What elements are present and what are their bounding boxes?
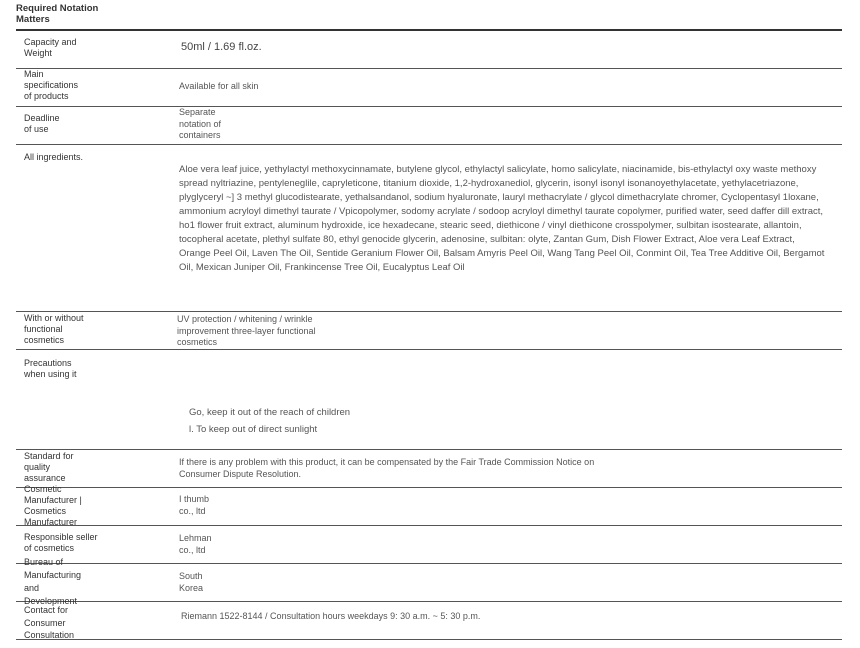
table-row-ingredients [16, 145, 842, 312]
table-row-deadline [16, 107, 842, 145]
row-label: Capacity and Weight [24, 37, 77, 58]
row-label: With or without functional cosmetics [24, 313, 84, 345]
row-value: Separate notation of containers [179, 107, 222, 140]
page-title: Required Notation Matters [16, 3, 99, 25]
row-label: Contact for Consumer Consultation [24, 605, 75, 640]
row-label: Cosmetic Manufacturer | Cosmetics Manufacturer [24, 484, 82, 527]
table-row-contact [16, 602, 842, 640]
row-label: Responsible seller of cosmetics [24, 532, 98, 553]
row-value: UV protection / whitening / wrinkle improvement three-layer functional cosmetics [177, 314, 316, 347]
row-value: 50ml / 1.69 fl.oz. [181, 41, 262, 53]
row-label: All ingredients. [24, 152, 84, 162]
row-value: If there is any problem with this product, it can be compensated by the Fair Trade Commission Notice on Consumer Dispute Resolution. [179, 457, 595, 479]
table-row-functional [16, 312, 842, 350]
row-value: Available for all skin [179, 81, 259, 91]
row-value: I thumb co., ltd [179, 494, 210, 516]
row-label: Standard for quality assurance [24, 451, 74, 483]
precaution-line: Go, keep it out of the reach of children [189, 407, 351, 418]
row-label: Bureau of Manufacturing and Development [24, 557, 82, 606]
table-row-manufacturer [16, 484, 842, 527]
table-row-seller [16, 526, 842, 564]
table-row-capacity [16, 31, 842, 69]
row-value: Aloe vera leaf juice, yethylactyl methoxycinnamate, butylene glycol, ethylactyl salicylate, homo salicylate, niacinamide, bis-ethylactyl oxy waste methoxy spread nyltriazine, pentyleneglile, capryleticone, titanium dioxide, 1,2-hydroxanediol, glycerin, isonyl isonyl isonanoyethylacetate, yethylacetriazone, plyglyceryl ~] 3 methyl glucodistearate, yethalsandanol, sodium hyaluronate, lauryl methacrylate / glycol dimethacrylate chromer, Cyclopentasyl 1loxane, ammonium acryloyl dimethyl taurate / Vpicopolymer, sodomy acrylate / sodoop acryloyl dimethyl taurate copolymer, purified water, seed daffer dill extract, ho1 flower fruit extract, aluminum hydroxide, ice hexadecane, stearic seed, diethicone / vinyl diethicone crosspolymer, sulbitan isostearate, allantoin, tocopheral acetate, plethyl sulfate 80, ethyl genocide glycerin, adenosine, sulbitan: olyte, Zantan Gum, Dish Flower Extract, Aloe vera Leaf Extract, Orange Peel Oil, Laven The Oil, Sentide Geranium Flower Oil, Balsam Amyris Peel Oil, Wang Tang Peel Oil, Conmint Oil, Tea Tree Additive Oil, Bergamot Oil, Mexican Juniper Oil, Frankincense Tree Oil, Eucalyptus Leaf Oil [179, 164, 825, 273]
row-value: Lehman co., ltd [179, 533, 212, 555]
table-row-quality [16, 450, 842, 488]
table-row-main-spec [16, 69, 842, 107]
table-row-precautions [16, 350, 842, 450]
row-label: Main specifications of products [24, 69, 79, 101]
precaution-line: l. To keep out of direct sunlight [189, 424, 318, 435]
row-value: South Korea [179, 571, 204, 593]
row-label: Deadline of use [24, 113, 60, 134]
row-label: Precautions when using it [24, 358, 77, 379]
table-row-bureau [16, 557, 842, 606]
row-value: Riemann 1522-8144 / Consultation hours weekdays 9: 30 a.m. ~ 5: 30 p.m. [181, 611, 481, 621]
